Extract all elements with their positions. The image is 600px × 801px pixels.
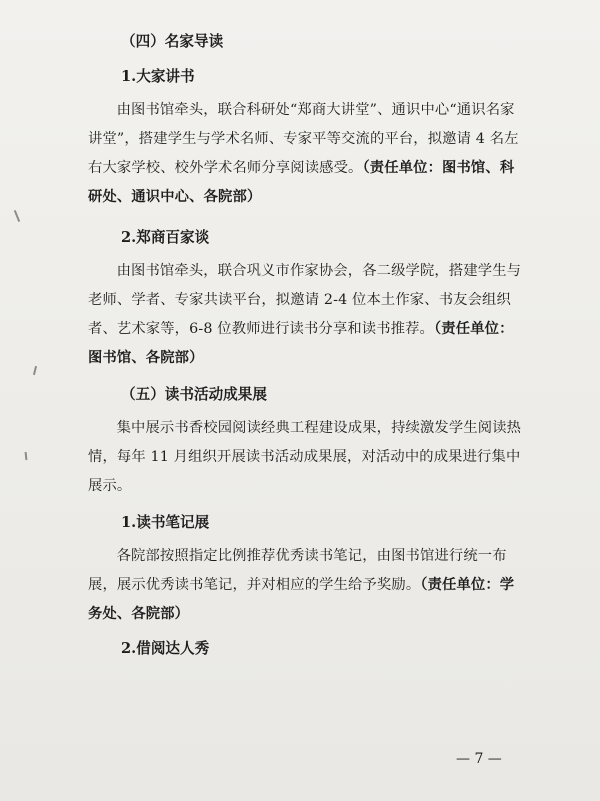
section-4-item-1-responsibility: （责任单位：图书馆、科研处、通识中心、各院部） <box>88 160 515 205</box>
section-5-item-1-paragraph <box>88 542 524 629</box>
section-4-item-1-title: 1.大家讲书 <box>121 68 195 85</box>
scan-mark <box>33 366 37 375</box>
section-5-item-2-title: 2.借阅达人秀 <box>121 640 210 657</box>
section-4-item-1-paragraph <box>88 96 524 212</box>
scan-mark <box>25 452 28 460</box>
section-4-item-2-title: 2.郑商百家谈 <box>121 229 210 246</box>
section-4-item-2-paragraph <box>88 257 524 373</box>
section-4-item-1-body: 由图书馆牵头，联合科研处“郑商大讲堂”、通识中心“通识名家讲堂”，搭建学生与学术名师、专家平等交流的平台，拟邀请 4 名左右大家学校、校外学术名师分享阅读感受。 <box>88 102 519 176</box>
section-5-item-1-responsibility: （责任单位：学务处、各院部） <box>88 577 515 622</box>
page-number: — 7 — <box>456 751 502 767</box>
section-4-item-2-responsibility: （责任单位：图书馆、各院部） <box>88 321 514 366</box>
section-4-item-2-body: 由图书馆牵头，联合巩义市作家协会，各二级学院，搭建学生与老师、学者、专家共读平台，拟邀请 2-4 位本土作家、书友会组织者、艺术家等，6-8 位教师进行读书分享和读书推荐。 <box>88 263 522 337</box>
section-5-item-1-title: 1.读书笔记展 <box>121 514 210 531</box>
section-5-item-1-body: 各院部按照指定比例推荐优秀读书笔记，由图书馆进行统一布展，展示优秀读书笔记，并对相应的学生给予奖励。 <box>88 548 507 593</box>
scan-mark <box>14 210 20 222</box>
section-4-heading: （四）名家导读 <box>121 33 224 50</box>
section-5-intro: 集中展示书香校园阅读经典工程建设成果，持续激发学生阅读热情，每年 11 月组织开展读书活动成果展，对活动中的成果进行集中展示。 <box>88 420 522 494</box>
section-5-heading: （五）读书活动成果展 <box>121 386 267 403</box>
